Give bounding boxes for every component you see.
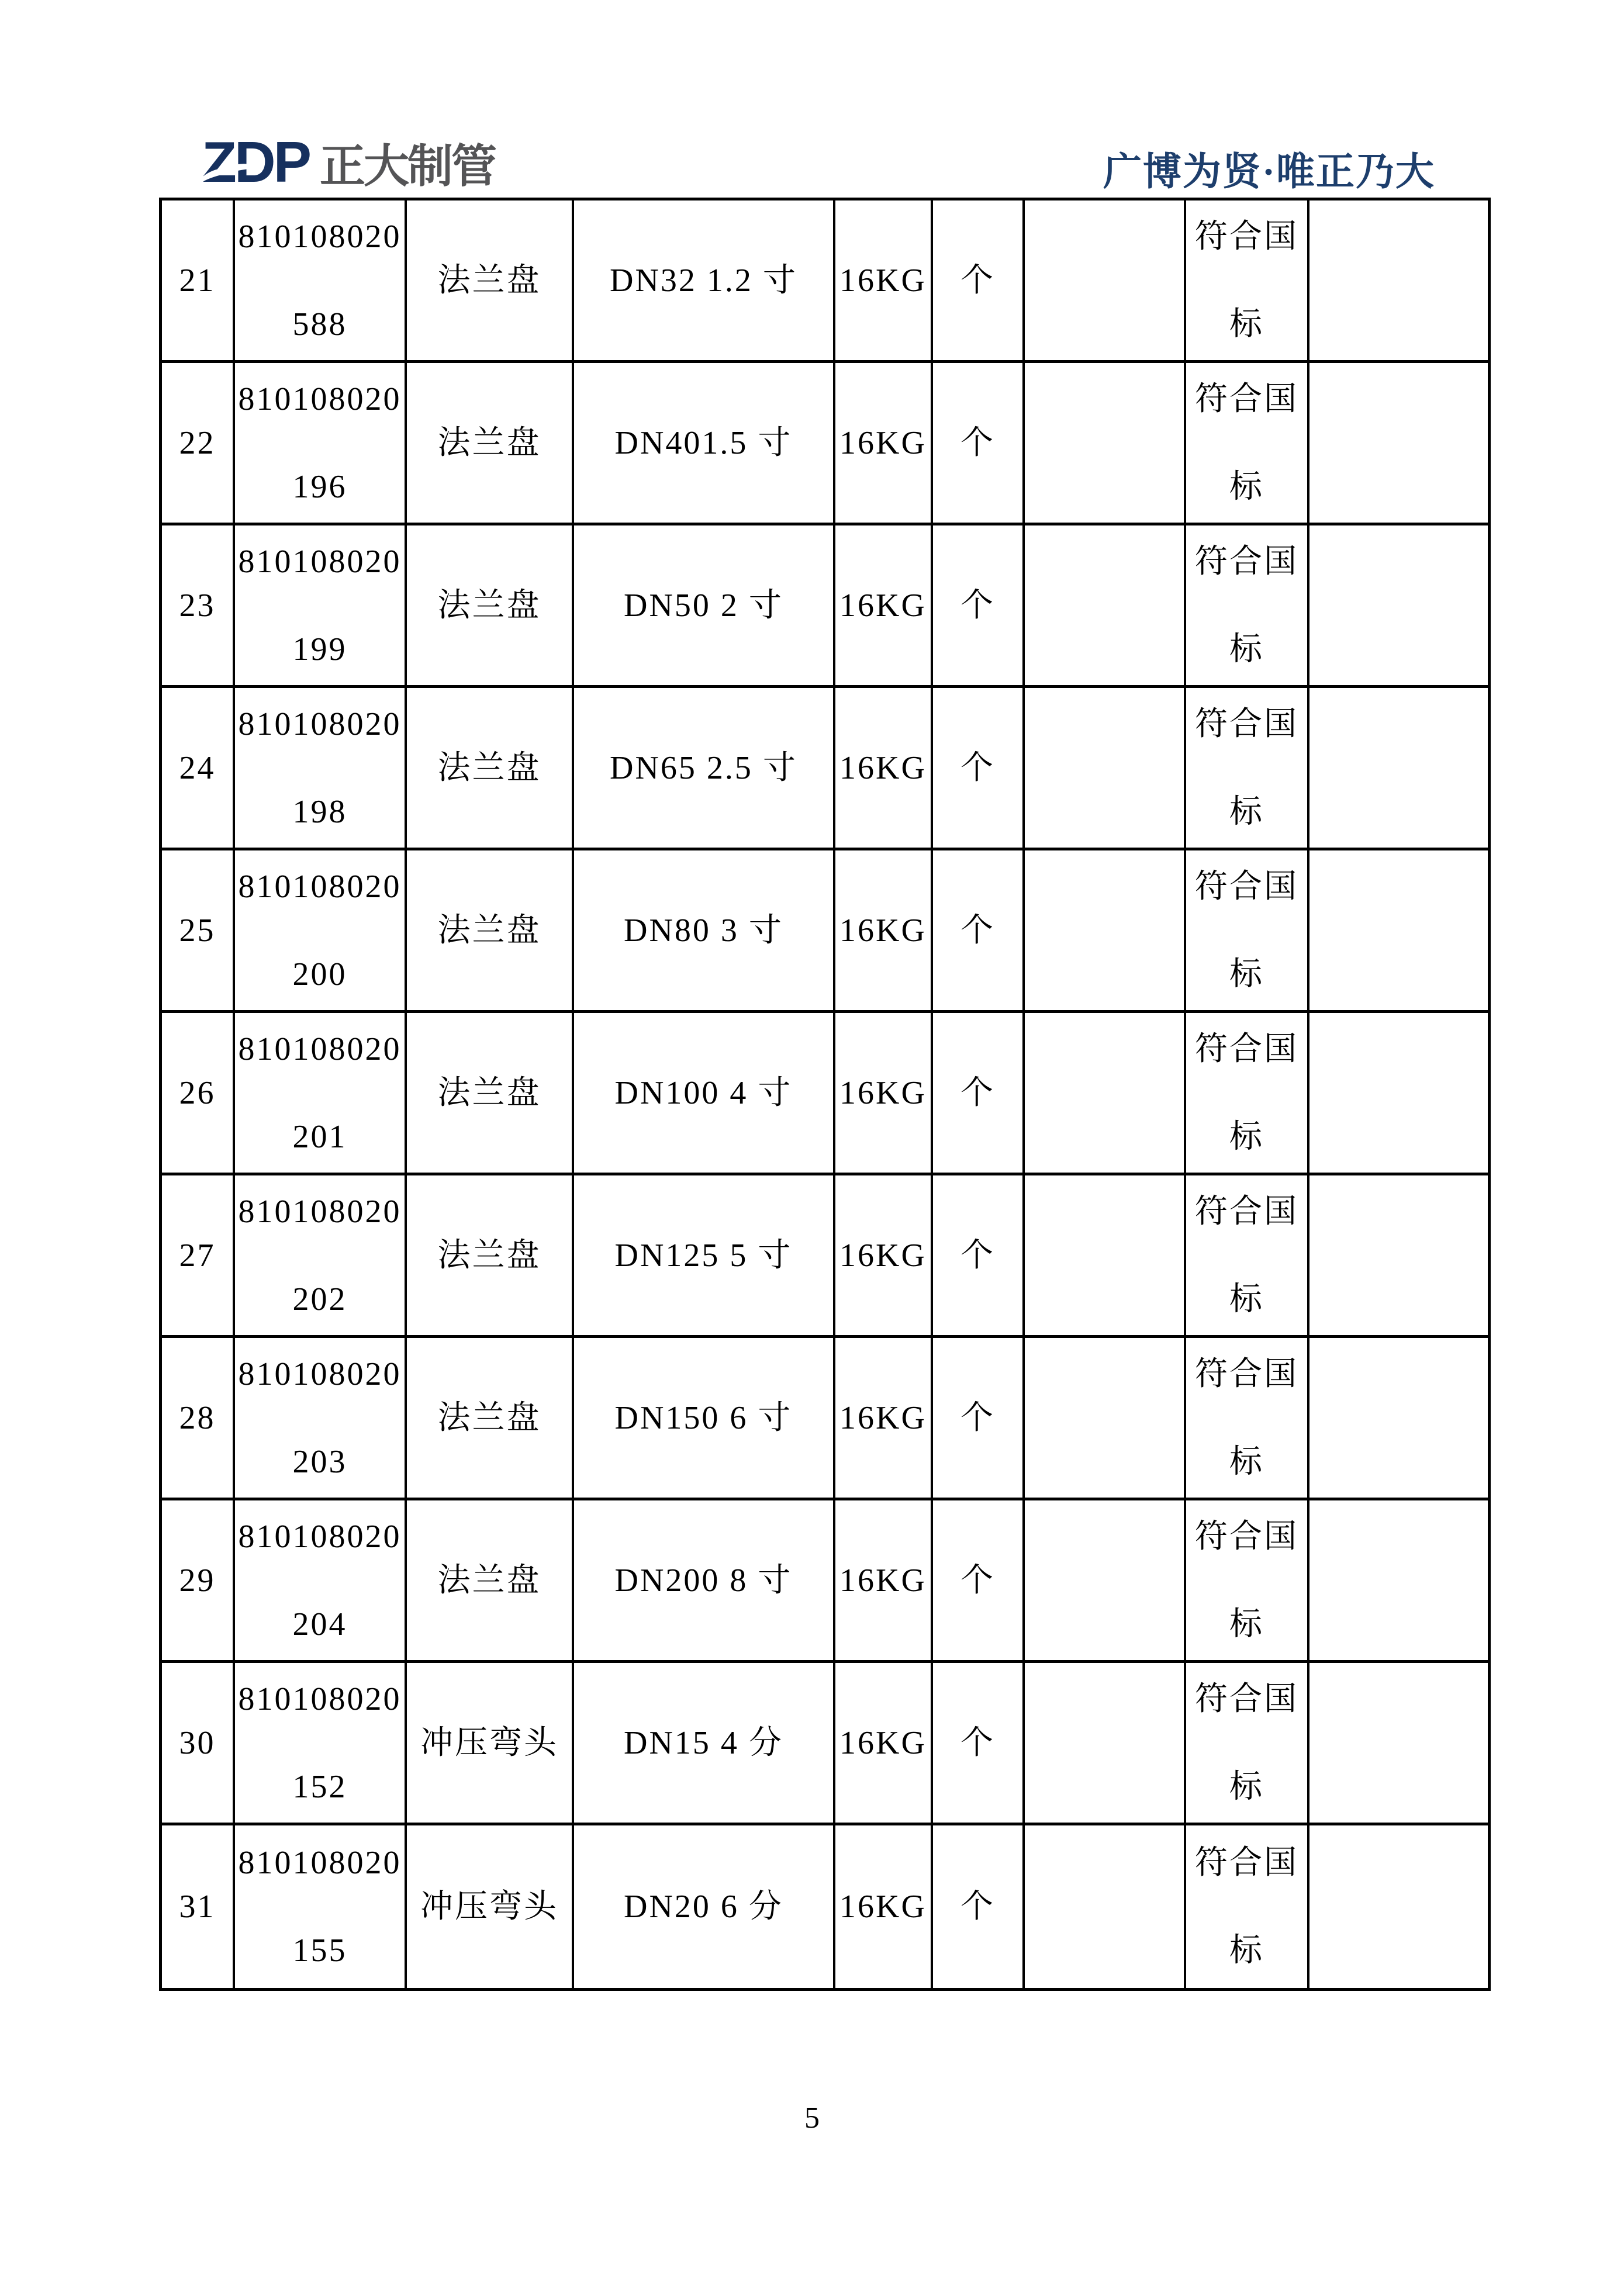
cell-standard-remark: 符合国 标 — [1186, 1825, 1309, 1988]
cell-specification: DN50 2 寸 — [574, 525, 835, 688]
cell-row-number: 25 — [162, 850, 235, 1013]
cell-blank — [1025, 1013, 1186, 1175]
cell-pressure-rating: 16KG — [835, 1825, 933, 1988]
cell-standard-remark: 符合国 标 — [1186, 1663, 1309, 1825]
cell-product-name: 冲压弯头 — [407, 1663, 574, 1825]
cell-product-name: 法兰盘 — [407, 1175, 574, 1338]
cell-unit: 个 — [933, 200, 1025, 363]
cell-blank — [1025, 525, 1186, 688]
cell-pressure-rating: 16KG — [835, 1013, 933, 1175]
cell-unit: 个 — [933, 363, 1025, 525]
cell-pressure-rating: 16KG — [835, 688, 933, 850]
cell-blank-trailing — [1309, 1013, 1488, 1175]
cell-product-name: 法兰盘 — [407, 1338, 574, 1500]
company-logo — [202, 130, 496, 194]
cell-row-number: 23 — [162, 525, 235, 688]
cell-material-code: 810108020 201 — [235, 1013, 407, 1175]
cell-specification: DN20 6 分 — [574, 1825, 835, 1988]
company-motto: 广博为贤·唯正乃大 — [1103, 151, 1435, 193]
cell-standard-remark: 符合国 标 — [1186, 850, 1309, 1013]
cell-unit: 个 — [933, 1338, 1025, 1500]
cell-product-name: 法兰盘 — [407, 688, 574, 850]
cell-material-code: 810108020 152 — [235, 1663, 407, 1825]
cell-material-code: 810108020 155 — [235, 1825, 407, 1988]
cell-specification: DN80 3 寸 — [574, 850, 835, 1013]
cell-pressure-rating: 16KG — [835, 1663, 933, 1825]
cell-material-code: 810108020 588 — [235, 200, 407, 363]
cell-product-name: 法兰盘 — [407, 525, 574, 688]
logo-zdp-text: ZDP — [202, 133, 309, 191]
cell-standard-remark: 符合国 标 — [1186, 1013, 1309, 1175]
cell-standard-remark: 符合国 标 — [1186, 1175, 1309, 1338]
cell-row-number: 26 — [162, 1013, 235, 1175]
cell-blank-trailing — [1309, 1663, 1488, 1825]
cell-pressure-rating: 16KG — [835, 525, 933, 688]
cell-blank — [1025, 200, 1186, 363]
cell-blank-trailing — [1309, 363, 1488, 525]
cell-product-name: 法兰盘 — [407, 363, 574, 525]
cell-material-code: 810108020 202 — [235, 1175, 407, 1338]
cell-row-number: 28 — [162, 1338, 235, 1500]
cell-unit: 个 — [933, 1500, 1025, 1663]
cell-row-number: 27 — [162, 1175, 235, 1338]
cell-blank-trailing — [1309, 525, 1488, 688]
cell-unit: 个 — [933, 1663, 1025, 1825]
cell-blank-trailing — [1309, 200, 1488, 363]
cell-pressure-rating: 16KG — [835, 1338, 933, 1500]
cell-unit: 个 — [933, 850, 1025, 1013]
cell-blank-trailing — [1309, 850, 1488, 1013]
cell-row-number: 21 — [162, 200, 235, 363]
cell-blank-trailing — [1309, 1825, 1488, 1988]
cell-pressure-rating: 16KG — [835, 200, 933, 363]
cell-material-code: 810108020 203 — [235, 1338, 407, 1500]
cell-blank — [1025, 363, 1186, 525]
cell-blank — [1025, 1663, 1186, 1825]
cell-standard-remark: 符合国 标 — [1186, 1338, 1309, 1500]
cell-row-number: 31 — [162, 1825, 235, 1988]
cell-specification: DN100 4 寸 — [574, 1013, 835, 1175]
cell-unit: 个 — [933, 525, 1025, 688]
cell-standard-remark: 符合国 标 — [1186, 1500, 1309, 1663]
cell-blank — [1025, 688, 1186, 850]
product-table-body — [162, 200, 1488, 1988]
cell-specification: DN32 1.2 寸 — [574, 200, 835, 363]
cell-pressure-rating: 16KG — [835, 1500, 933, 1663]
cell-product-name: 法兰盘 — [407, 1013, 574, 1175]
cell-specification: DN200 8 寸 — [574, 1500, 835, 1663]
cell-product-name: 法兰盘 — [407, 1500, 574, 1663]
cell-blank-trailing — [1309, 1338, 1488, 1500]
cell-standard-remark: 符合国 标 — [1186, 525, 1309, 688]
cell-pressure-rating: 16KG — [835, 1175, 933, 1338]
cell-blank-trailing — [1309, 688, 1488, 850]
cell-row-number: 30 — [162, 1663, 235, 1825]
cell-blank — [1025, 1175, 1186, 1338]
logo-company-name: 正大制管 — [320, 140, 496, 192]
cell-material-code: 810108020 200 — [235, 850, 407, 1013]
cell-row-number: 24 — [162, 688, 235, 850]
cell-product-name: 法兰盘 — [407, 850, 574, 1013]
cell-row-number: 29 — [162, 1500, 235, 1663]
cell-blank — [1025, 1500, 1186, 1663]
cell-product-name: 冲压弯头 — [407, 1825, 574, 1988]
cell-blank — [1025, 1825, 1186, 1988]
cell-pressure-rating: 16KG — [835, 850, 933, 1013]
cell-unit: 个 — [933, 1825, 1025, 1988]
cell-blank-trailing — [1309, 1500, 1488, 1663]
cell-standard-remark: 符合国 标 — [1186, 688, 1309, 850]
cell-material-code: 810108020 198 — [235, 688, 407, 850]
cell-unit: 个 — [933, 1013, 1025, 1175]
product-table — [159, 198, 1491, 1991]
cell-row-number: 22 — [162, 363, 235, 525]
cell-unit: 个 — [933, 688, 1025, 850]
cell-specification: DN65 2.5 寸 — [574, 688, 835, 850]
cell-specification: DN15 4 分 — [574, 1663, 835, 1825]
cell-unit: 个 — [933, 1175, 1025, 1338]
cell-pressure-rating: 16KG — [835, 363, 933, 525]
cell-blank — [1025, 1338, 1186, 1500]
cell-standard-remark: 符合国 标 — [1186, 200, 1309, 363]
cell-product-name: 法兰盘 — [407, 200, 574, 363]
cell-material-code: 810108020 196 — [235, 363, 407, 525]
cell-blank-trailing — [1309, 1175, 1488, 1338]
cell-specification: DN125 5 寸 — [574, 1175, 835, 1338]
cell-standard-remark: 符合国 标 — [1186, 363, 1309, 525]
cell-specification: DN401.5 寸 — [574, 363, 835, 525]
page-number: 5 — [804, 2101, 820, 2135]
cell-material-code: 810108020 199 — [235, 525, 407, 688]
cell-blank — [1025, 850, 1186, 1013]
cell-material-code: 810108020 204 — [235, 1500, 407, 1663]
cell-specification: DN150 6 寸 — [574, 1338, 835, 1500]
